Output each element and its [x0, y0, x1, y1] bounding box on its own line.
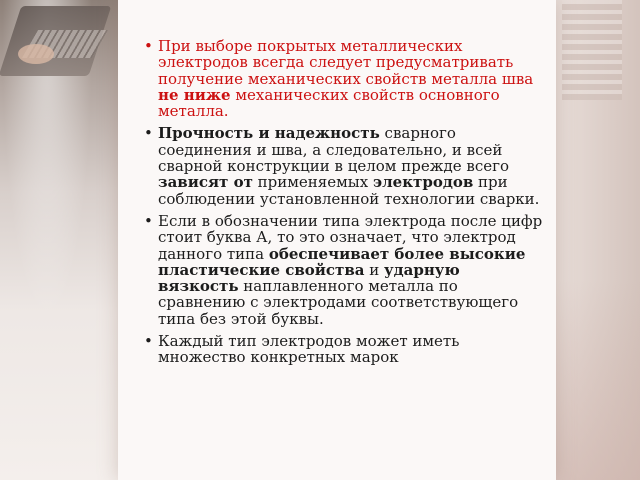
- bullet-item: [144, 125, 544, 206]
- bullet-text: Каждый тип электродов может иметь множество конкретных марок: [158, 332, 460, 367]
- bullet-emphasis: Прочность и надежность: [158, 124, 380, 143]
- decorative-photo: [0, 0, 118, 480]
- hand-image: [18, 44, 54, 64]
- bullet-text: применяемых: [252, 173, 373, 192]
- bullet-text: При выборе покрытых металлических электродов всегда следует предусматривать получение механических свойств металла шва: [158, 37, 534, 88]
- bullet-emphasis: обеспечивает более высокие пластические свойства: [158, 244, 526, 279]
- bullet-emphasis: ударную вязкость: [158, 260, 460, 296]
- bullet-text: Если в обозначении типа электрода после цифр стоит буква А, то это означает, что электрод данного типа: [158, 211, 543, 263]
- bullet-emphasis: электродов: [372, 173, 474, 192]
- bullet-item: [144, 38, 544, 119]
- bullet-text: сварного соединения и шва, а следовательно, и всей сварной конструкции в целом прежде всего: [158, 124, 509, 176]
- bullet-text: наплавленного металла по сравнению с электродами соответствующего типа без этой буквы.: [158, 277, 519, 328]
- bullet-item: [144, 333, 544, 366]
- bullet-list: [144, 38, 544, 372]
- bullet-text: при соблюдении установленной технологии сварки.: [158, 173, 540, 208]
- bullet-emphasis: зависят от: [158, 173, 253, 192]
- bullet-text: и: [364, 260, 385, 279]
- bullet-emphasis: не ниже: [158, 85, 231, 104]
- bullet-item: [144, 213, 544, 327]
- bullet-text: механических свойств основного металла.: [158, 85, 500, 121]
- building-image: [562, 0, 622, 100]
